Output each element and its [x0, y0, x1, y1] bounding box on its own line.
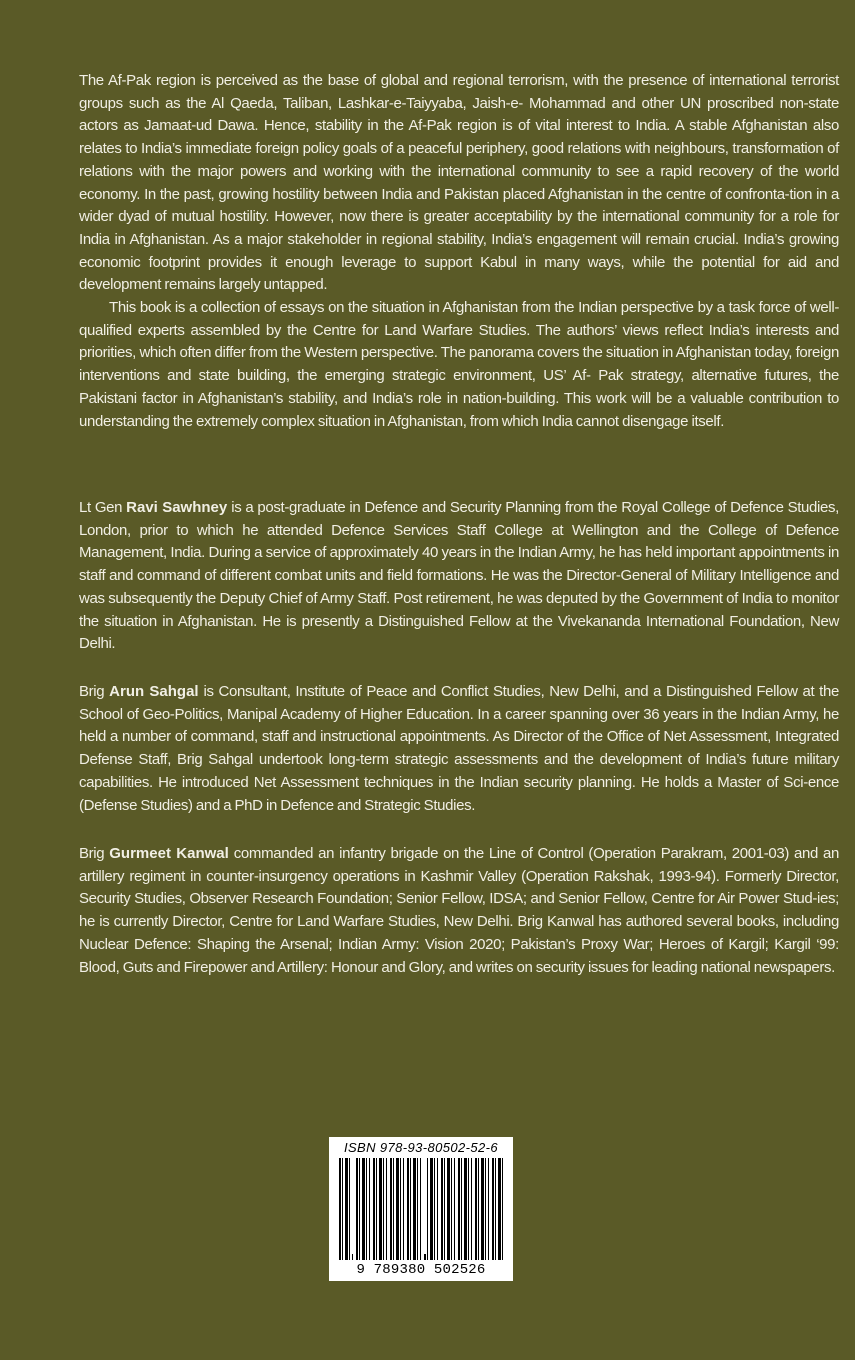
- author-rank: Brig: [79, 845, 105, 862]
- blurb-paragraph-1: The Af-Pak region is perceived as the base of global and regional terrorism, with the presence of international terrorist groups such as the Al Qaeda, Taliban, Lashkar-e-Taiyyaba, Jaish-e- Mohammad and other UN proscribed non-state actors as Jamaat-ud Dawa. Hence, stability in the Af-Pak region is of vital interest to India. A stable Afghanistan also relates to India’s immediate foreign policy goals of a peaceful periphery, good relations with neighbours, transformation of relations with the major powers and working with the international community to see a rapid recovery of the world economy. In the past, growing hostility between India and Pakistan placed Afghanistan in the centre of confronta-tion in a wider dyad of mutual hostility. However, now there is greater acceptability by the international community for a role for India in Afghanistan. As a major stakeholder in regional stability, India’s engagement will remain crucial. India’s growing economic footprint provides it enough leverage to support Kabul in many ways, while the potential for aid and development remains largely untapped.: [79, 72, 839, 294]
- isbn-label: ISBN 978-93-80502-52-6: [343, 1140, 499, 1155]
- author-name: Gurmeet Kanwal: [109, 845, 229, 862]
- barcode-bars: [339, 1158, 503, 1260]
- author-name: Arun Sahgal: [109, 683, 199, 700]
- author-bio-arun-sahgal: [79, 681, 839, 817]
- author-bio-gurmeet-kanwal: [79, 843, 839, 979]
- author-rank: Lt Gen: [79, 499, 123, 516]
- blurb-paragraph-2: This book is a collection of essays on the situation in Afghanistan from the Indian perspective by a task force of well-qualified experts assembled by the Centre for Land Warfare Studies. The authors’ views reflect India’s interests and priorities, which often differ from the Western perspective. The panorama covers the situation in Afghanistan today, foreign interventions and state building, the emerging strategic environment, US’ Af- Pak strategy, alternative futures, the Pakistani factor in Afghanistan’s stability, and India’s role in nation-building. This work will be a valuable contribution to understanding the extremely complex situation in Afghanistan, from which India cannot disengage itself.: [79, 299, 839, 430]
- author-name: Ravi Sawhney: [126, 499, 228, 516]
- author-bio-text: is a post-graduate in Defence and Security Planning from the Royal College of Defence Studies, London, prior to which he attended Defence Services Staff College at Wellington and the College of Defence Management, India. During a service of approximately 40 years in the Indian Army, he has held important appointments in staff and command of different combat units and field formations. He was the Director-General of Military Intelligence and was subsequently the Deputy Chief of Army Staff. Post retirement, he was deputed by the Government of India to monitor the situation in Afghanistan. He is presently a Distinguished Fellow at the Vivekananda International Foundation, New Delhi.: [79, 499, 839, 653]
- author-rank: Brig: [79, 683, 105, 700]
- barcode-digits: 9 789380 502526: [331, 1261, 511, 1279]
- book-blurb: [79, 70, 839, 433]
- author-bio-text: commanded an infantry brigade on the Line of Control (Operation Parakram, 2001-03) and an artillery regiment in counter-insurgency operations in Kashmir Valley (Operation Rakshak, 1993-94). Formerly Director, Security Studies, Observer Research Foundation; Senior Fellow, IDSA; and Senior Fellow, Centre for Air Power Stud-ies; he is currently Director, Centre for Land Warfare Studies, New Delhi. Brig Kanwal has authored several books, including Nuclear Defence: Shaping the Arsenal; Indian Army: Vision 2020; Pakistan’s Proxy War; Heroes of Kargil; Kargil ‘99: Blood, Guts and Firepower and Artillery: Honour and Glory, and writes on security issues for leading national newspapers.: [79, 845, 839, 976]
- author-bio-text: is Consultant, Institute of Peace and Conflict Studies, New Delhi, and a Distinguished Fellow at the School of Geo-Politics, Manipal Academy of Higher Education. In a career spanning over 36 years in the Indian Army, he held a number of command, staff and instructional appointments. As Director of the Office of Net Assessment, Integrated Defense Staff, Brig Sahgal undertook long-term strategic assessments and the development of India’s future military capabilities. He introduced Net Assessment techniques in the Indian security planning. He holds a Master of Sci-ence (Defense Studies) and a PhD in Defence and Strategic Studies.: [79, 683, 839, 814]
- author-bio-ravi-sawhney: [79, 497, 839, 656]
- isbn-barcode: [329, 1137, 513, 1281]
